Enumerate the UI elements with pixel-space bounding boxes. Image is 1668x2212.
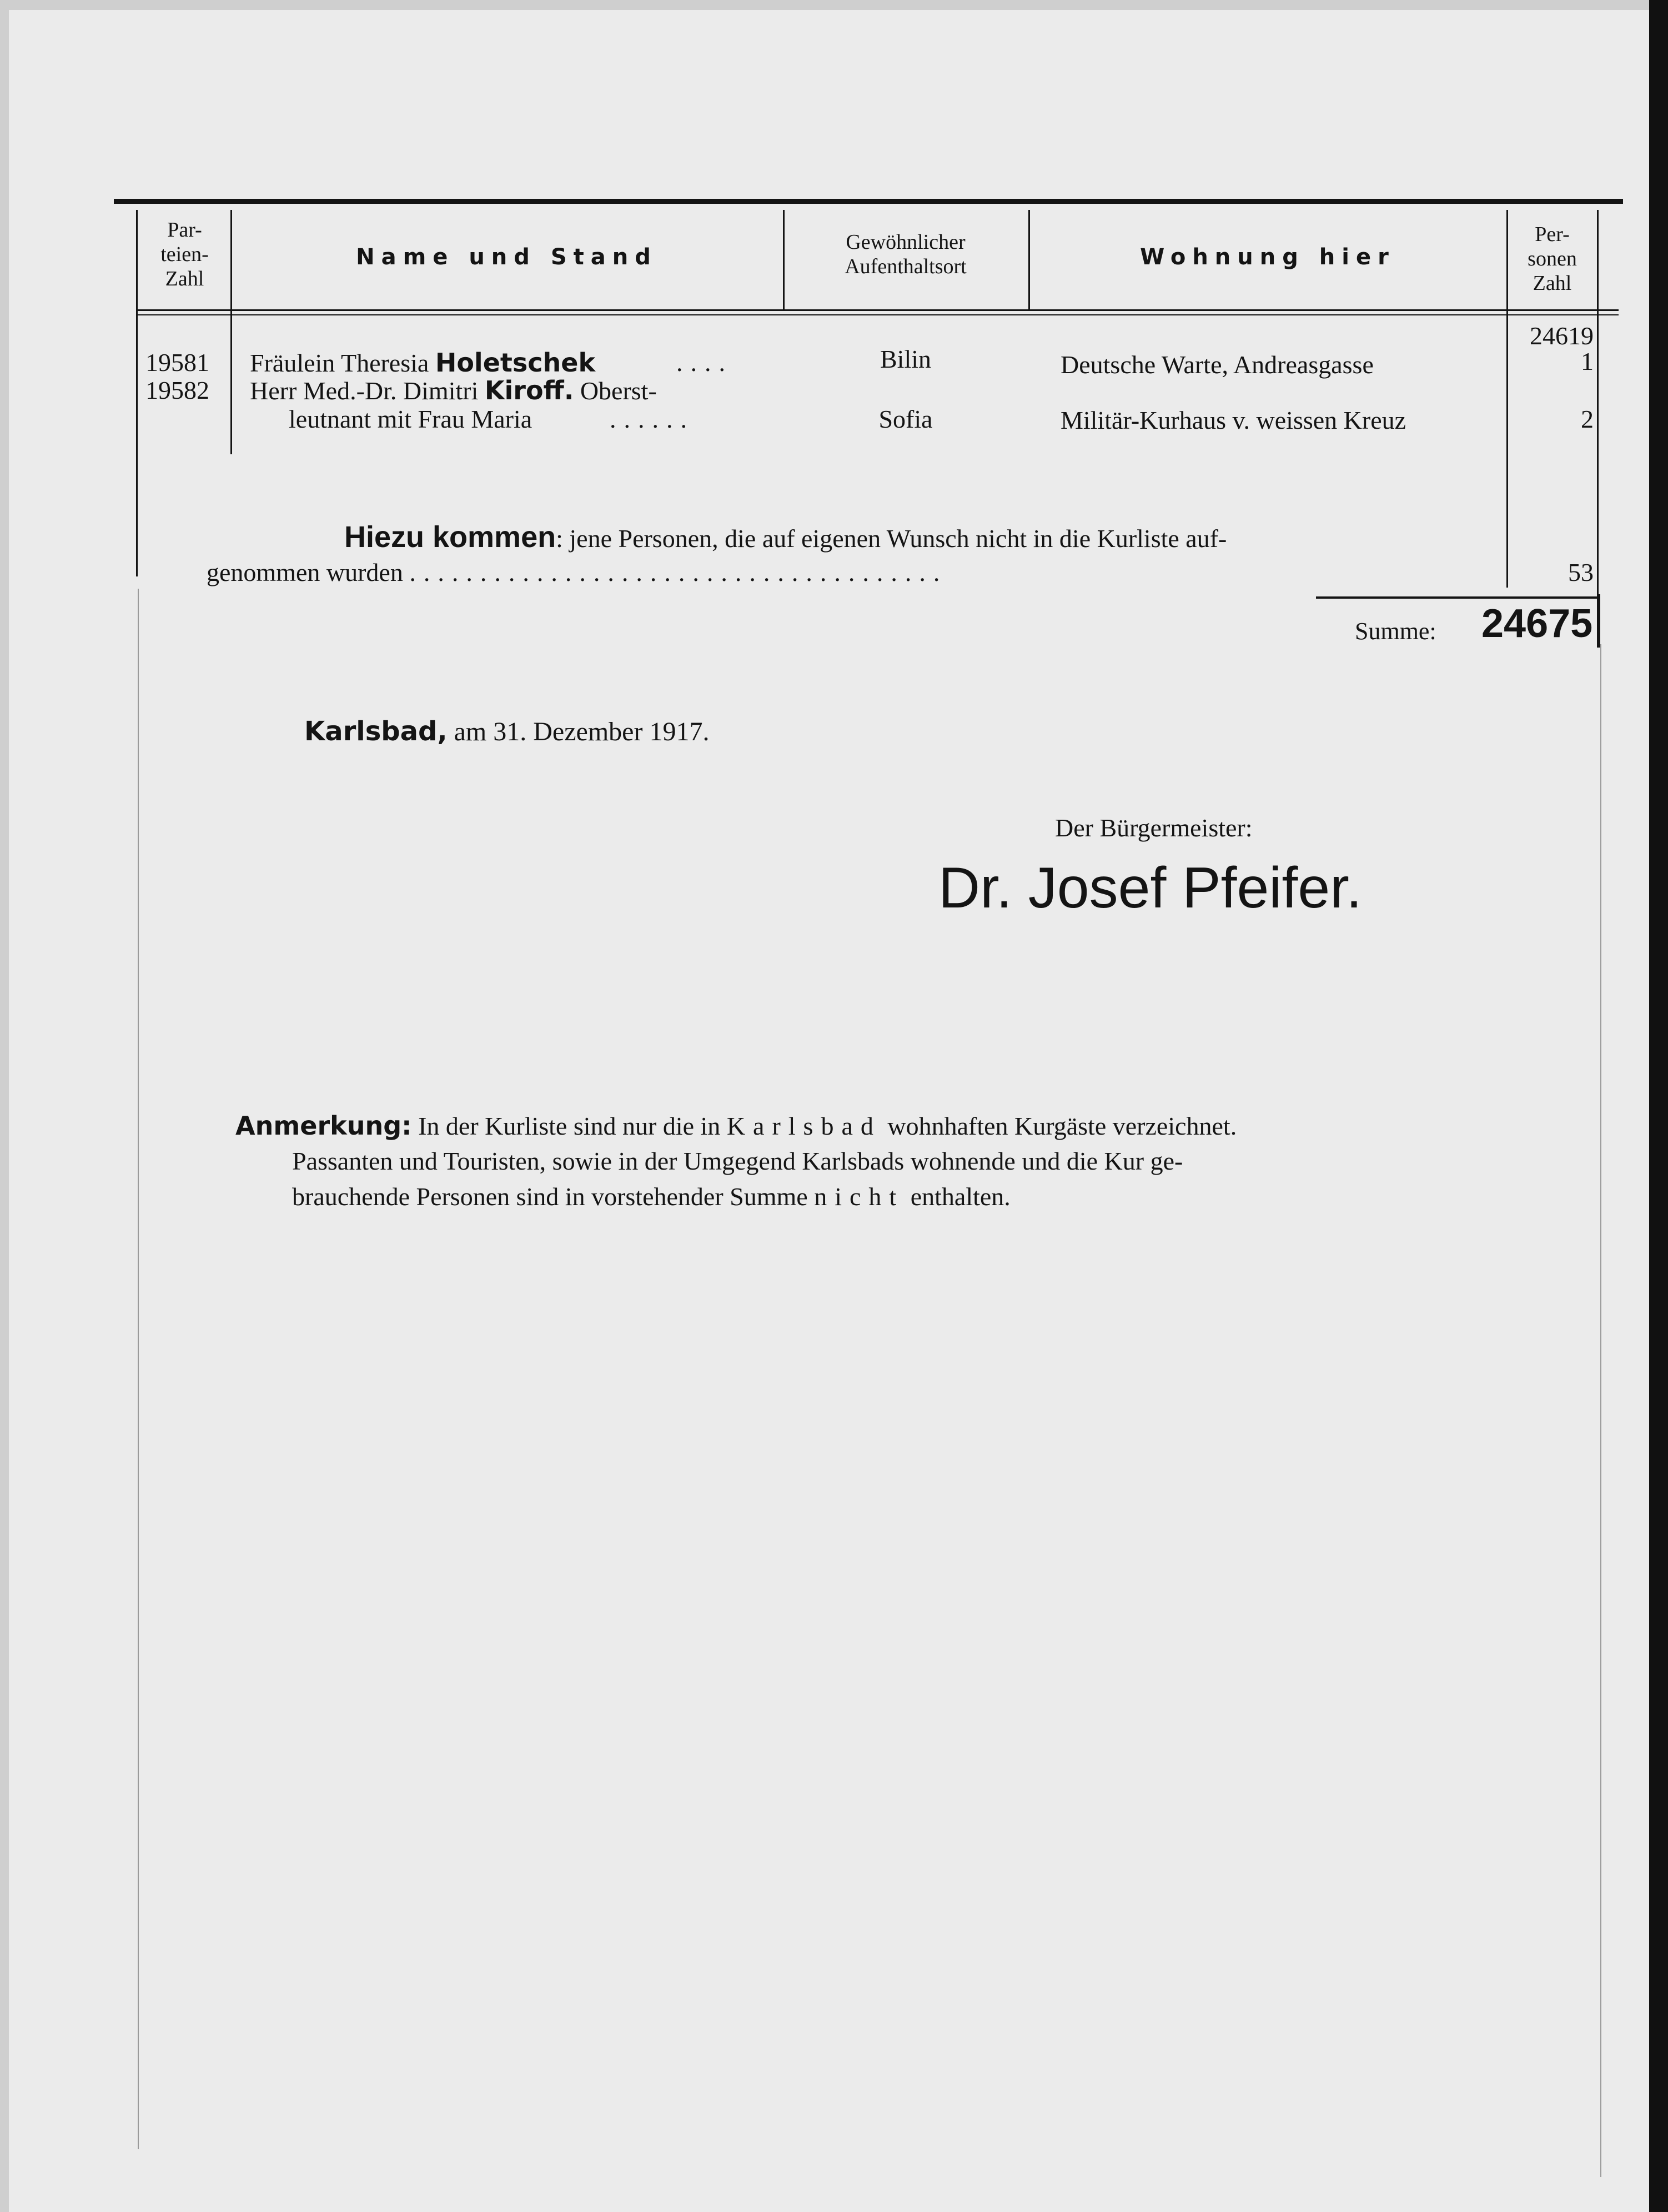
- header-aufenthalt: [786, 230, 1026, 279]
- header-aufenthalt-l1: Gewöhnlicher: [846, 230, 966, 254]
- header-name: Name und Stand: [356, 244, 657, 270]
- note-l1c: wohnhaften Kurgäste verzeichnet.: [887, 1112, 1237, 1140]
- col-line-2: [783, 210, 785, 310]
- row-19581-ort: Bilin: [880, 345, 932, 373]
- summe-value: 24675: [1481, 601, 1593, 646]
- note-label: Anmerkung:: [235, 1111, 412, 1141]
- row-19581-name-bold: Holetschek: [435, 348, 596, 378]
- row-19582-zahl: 19582: [145, 376, 209, 404]
- row-19582-name-suffix: Oberst-: [580, 377, 657, 405]
- hiezu-text-1: : jene Personen, die auf eigenen Wunsch nicht in die Kurliste auf-: [556, 524, 1227, 553]
- row-19581-zahl: 19581: [145, 348, 209, 377]
- table-header-rule: [136, 309, 1619, 311]
- row-19581-personen: 1: [1581, 347, 1594, 375]
- note-l1a: In der Kurliste sind nur die in: [418, 1112, 721, 1140]
- row-19582-name-line2: leutnant mit Frau Maria: [289, 405, 532, 433]
- summe-label: Summe:: [1355, 618, 1436, 645]
- page-margin-line: [138, 589, 139, 2149]
- row-19582-wohnung: Militär-Kurhaus v. weissen Kreuz: [1061, 406, 1406, 434]
- row-19582-name-prefix: Herr Med.-Dr. Dimitri: [250, 377, 479, 405]
- sum-rule-right: [1597, 594, 1600, 648]
- signature-title: Der Bürgermeister:: [1055, 814, 1253, 842]
- scan-edge-right: [1649, 0, 1668, 2212]
- col-line-left: [136, 210, 138, 576]
- page-margin-line-right: [1600, 644, 1601, 2177]
- header-personen-l2: sonen: [1528, 247, 1577, 270]
- scan-edge-left: [0, 0, 9, 2212]
- header-parteien-l2: teien-: [160, 243, 209, 266]
- hiezu-line-2: [207, 558, 947, 588]
- note-line-2: Passanten und Touristen, sowie in der Umgegend Karlsbads wohnende und die Kur ge-: [292, 1147, 1183, 1175]
- header-parteien: [142, 218, 228, 291]
- hiezu-dots: ......................................: [409, 558, 948, 586]
- date-line: [304, 716, 709, 747]
- col-line-1: [230, 210, 232, 454]
- sum-rule: [1316, 596, 1599, 599]
- carry-over-value: 24619: [1530, 322, 1594, 350]
- note-l3c: enthalten.: [910, 1182, 1011, 1211]
- note-l1b: Karlsbad: [726, 1112, 881, 1140]
- signature-name: Dr. Josef Pfeifer.: [938, 856, 1362, 920]
- table-header-rule-2: [136, 314, 1619, 315]
- hiezu-label: Hiezu kommen: [344, 520, 556, 554]
- note-line-3: [292, 1182, 1011, 1212]
- header-personen-l1: Per-: [1535, 223, 1570, 246]
- row-19582-ort: Sofia: [878, 405, 933, 433]
- row-19582-name-bold: Kiroff.: [484, 375, 574, 405]
- hiezu-text-2: genommen wurden: [207, 558, 403, 586]
- row-19581-name: [250, 348, 595, 378]
- header-parteien-l1: Par-: [167, 218, 202, 242]
- note-l3a: brauchende Personen sind in vorstehender Summe: [292, 1182, 808, 1211]
- header-personen: [1509, 222, 1595, 295]
- hiezu-line-1: [344, 522, 1227, 554]
- row-19582-dots: ......: [610, 405, 695, 433]
- row-19582-name: [250, 375, 657, 406]
- col-line-right: [1597, 210, 1599, 632]
- col-line-3: [1028, 210, 1030, 310]
- note-l3b: nicht: [814, 1182, 905, 1211]
- header-aufenthalt-l2: Aufenthaltsort: [845, 255, 967, 278]
- scan-edge-top: [0, 0, 1668, 10]
- row-19581-name-prefix: Fräulein Theresia: [250, 349, 429, 377]
- row-19581-wohnung: Deutsche Warte, Andreasgasse: [1061, 350, 1374, 379]
- header-parteien-l3: Zahl: [165, 267, 204, 290]
- note-line-1: [235, 1111, 1237, 1141]
- table-top-rule: [114, 199, 1623, 204]
- hiezu-value: 53: [1568, 558, 1594, 586]
- header-wohnung: Wohnung hier: [1140, 244, 1395, 270]
- row-19582-personen: 2: [1581, 405, 1594, 433]
- date-text: am 31. Dezember 1917.: [454, 717, 710, 746]
- col-line-4: [1506, 210, 1508, 588]
- date-place: Karlsbad,: [304, 716, 448, 747]
- header-personen-l3: Zahl: [1533, 272, 1572, 295]
- row-19581-dots: ....: [676, 348, 733, 377]
